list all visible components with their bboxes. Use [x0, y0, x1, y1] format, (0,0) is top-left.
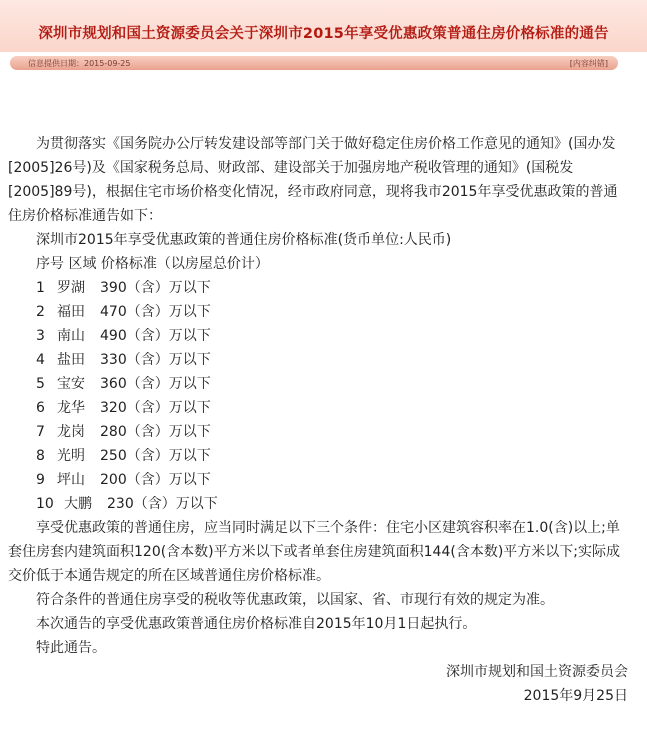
- row-number: 3: [36, 328, 45, 344]
- row-district: 福田: [57, 304, 85, 320]
- conditions-paragraph: 享受优惠政策的普通住房，应当同时满足以下三个条件：住宅小区建筑容积率在1.0(含)以上;单套住房套内建筑面积120(含本数)平方米以下或者单套住房建筑面积144(含本数)平方米以下;实际成交价低于本通告规定的所在区域普通住房价格标准。: [8, 520, 621, 584]
- closing-line: 特此通告。: [36, 640, 106, 656]
- row-district: 坪山: [57, 472, 85, 488]
- signature-date: 2015年9月25日: [523, 688, 628, 704]
- row-price: 330（含）万以下: [100, 352, 211, 368]
- row-number: 4: [36, 352, 45, 368]
- table-row: [36, 276, 628, 300]
- info-bar: [10, 56, 618, 70]
- row-number: 5: [36, 376, 45, 392]
- content-correction-link[interactable]: [内容纠错]: [569, 59, 608, 68]
- row-price: 390（含）万以下: [100, 280, 211, 296]
- intro-paragraph: 为贯彻落实《国务院办公厅转发建设部等部门关于做好稳定住房价格工作意见的通知》(国办发[2005]26号)及《国家税务总局、财政部、建设部关于加强房地产税收管理的通知》(国税发[2005]89号)，根据住宅市场价格变化情况，经市政府同意，现将我市2015年享受优惠政策的普通住房价格标准通告如下：: [8, 136, 618, 224]
- row-price: 230（含）万以下: [107, 496, 218, 512]
- row-price: 250（含）万以下: [100, 448, 211, 464]
- row-district: 龙华: [57, 400, 85, 416]
- row-number: 10: [36, 496, 54, 512]
- table-row: [36, 444, 628, 468]
- row-number: 6: [36, 400, 45, 416]
- row-price: 360（含）万以下: [100, 376, 211, 392]
- price-list: [8, 276, 628, 516]
- table-row: [36, 396, 628, 420]
- row-district: 宝安: [57, 376, 85, 392]
- row-number: 8: [36, 448, 45, 464]
- row-district: 龙岗: [57, 424, 85, 440]
- table-row: [36, 348, 628, 372]
- table-row: [36, 468, 628, 492]
- row-price: 200（含）万以下: [100, 472, 211, 488]
- row-district: 罗湖: [57, 280, 85, 296]
- row-district: 光明: [57, 448, 85, 464]
- row-district: 南山: [57, 328, 85, 344]
- tax-note-paragraph: 符合条件的普通住房享受的税收等优惠政策，以国家、省、市现行有效的规定为准。: [36, 592, 554, 608]
- table-caption: 深圳市2015年享受优惠政策的普通住房价格标准(货币单位:人民币): [36, 232, 452, 248]
- header-banner: [0, 0, 647, 52]
- row-number: 2: [36, 304, 45, 320]
- info-date: 信息提供日期：2015-09-25: [28, 59, 131, 68]
- row-price: 280（含）万以下: [100, 424, 211, 440]
- signature-org: 深圳市规划和国土资源委员会: [446, 664, 628, 680]
- row-district: 大鹏: [64, 496, 92, 512]
- row-price: 320（含）万以下: [100, 400, 211, 416]
- table-row: [36, 492, 628, 516]
- page-title: 深圳市规划和国土资源委员会关于深圳市2015年享受优惠政策普通住房价格标准的通告: [38, 26, 609, 42]
- table-row: [36, 300, 628, 324]
- row-price: 490（含）万以下: [100, 328, 211, 344]
- effective-date-paragraph: 本次通告的享受优惠政策普通住房价格标准自2015年10月1日起执行。: [36, 616, 477, 632]
- table-row: [36, 372, 628, 396]
- table-row: [36, 420, 628, 444]
- row-price: 470（含）万以下: [100, 304, 211, 320]
- row-number: 7: [36, 424, 45, 440]
- notice-body: [8, 132, 628, 708]
- table-header: 序号 区域 价格标准（以房屋总价计）: [36, 256, 269, 272]
- row-district: 盐田: [57, 352, 85, 368]
- row-number: 9: [36, 472, 45, 488]
- table-row: [36, 324, 628, 348]
- row-number: 1: [36, 280, 45, 296]
